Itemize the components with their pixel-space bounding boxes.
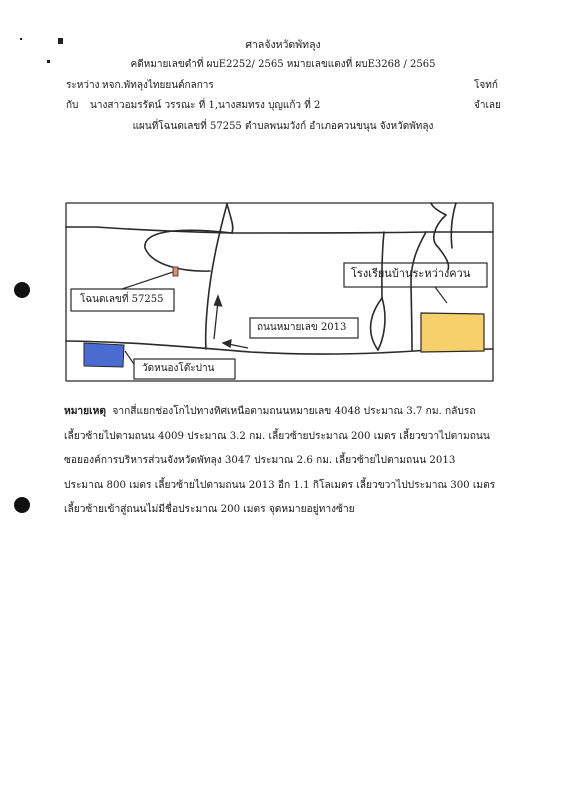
case-numbers: คดีหมายเลขดำที่ ผบE2252/ 2565 หมายเลขแดงที่ ผบE3268 / 2565 [130,59,436,70]
road-east-d [434,215,449,270]
directions-note [64,399,514,523]
road-east-c [411,232,426,350]
north-arrow-head-icon [215,296,222,306]
school-area [421,313,484,352]
note-line: ซอยองค์การบริหารส่วนจังหวัดพัทลุง 3047 ประมาณ 2.6 กม. เลี้ยวซ้ายไปตามถนน 2013 [64,455,456,466]
road-branch-north [227,204,233,233]
road-label: ถนนหมายเลข 2013 [257,322,347,333]
note-line: เลี้ยวซ้ายเข้าสู่ถนนไม่มีชื่อประมาณ 200 เมตร จุดหมายอยู่ทางซ้าย [64,504,355,515]
map-frame [66,203,493,381]
plaintiff-prefix: ระหว่าง [66,80,100,91]
defendant-role: จำเลย [474,100,501,111]
defendant-prefix: กับ [66,100,79,111]
deed-leader-line [122,272,173,289]
road-east-f [431,203,446,215]
road-upper [66,227,493,233]
road-central [206,204,227,349]
temple-area [84,343,124,367]
road-east-a [371,232,384,350]
road-east-b [378,298,385,350]
north-arrow-icon [214,301,218,339]
binder-hole-top [14,282,30,298]
school-leader-line [435,287,447,303]
note-line: เลี้ยวซ้ายไปตามถนน 4009 ประมาณ 3.2 กม. เลี้ยวซ้ายประมาณ 200 เมตร เลี้ยวขวาไปตามถนน [64,430,490,442]
temple-leader-line [125,351,134,364]
defendant-names: นางสาวอมรรัตน์ วรรณะ ที่ 1,นางสมทรง บุญแก้ว ที่ 2 [90,100,321,111]
deed-label: โฉนดเลขที่ 57255 [80,294,164,305]
court-name: ศาลจังหวัดพัทลุง [245,39,321,51]
map-title: แผนที่โฉนดเลขที่ 57255 ตำบลพนมวังก์ อำเภอควนขนุน จังหวัดพัทลุง [132,121,434,132]
note-line: หมายเหตุ จากสี่แยกช่องโกไปทางทิศเหนือตามถนนหมายเลข 4048 ประมาณ 3.7 กม. กลับรถ [64,405,476,417]
plaintiff-role: โจทก์ [474,80,498,91]
main-road [66,341,493,354]
binder-hole-bottom [14,497,30,513]
temple-label: วัดหนองโต๊ะปาน [142,363,215,374]
deed-marker [173,267,178,276]
note-title: หมายเหตุ [64,405,106,417]
plaintiff-name: หจก.พัทลุงไทยยนต์กลการ [102,80,214,91]
school-label: โรงเรียนบ้านระหว่างควน [351,267,471,280]
west-arrow-icon [228,344,248,348]
west-arrow-head-icon [223,340,231,347]
road-east-e [451,203,456,248]
road-loop-west [145,230,232,271]
note-line: ประมาณ 800 เมตร เลี้ยวซ้ายไปตามถนน 2013 อีก 1.1 กิโลเมตร เลี้ยวขวาไปประมาณ 300 เมตร [64,479,496,491]
